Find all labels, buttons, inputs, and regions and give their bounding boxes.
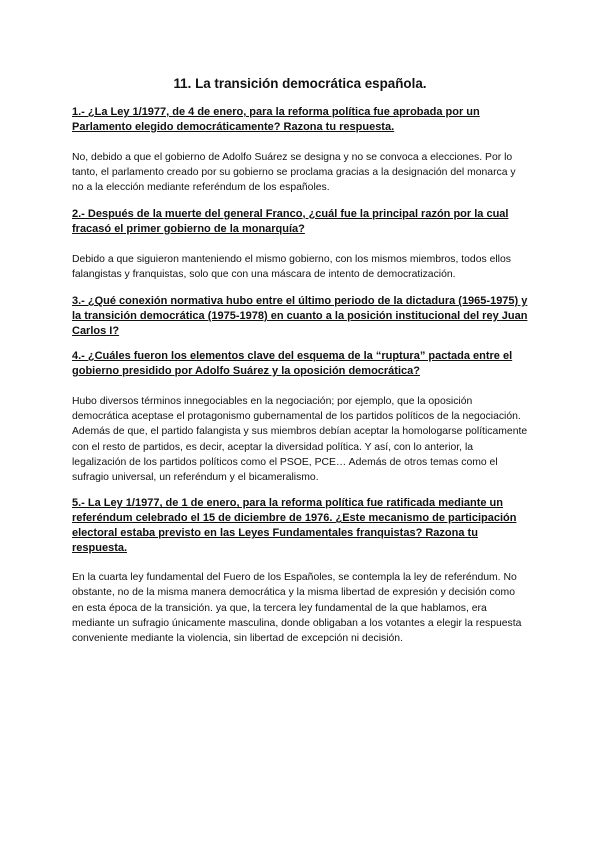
answer-2: Debido a que siguieron manteniendo el mismo gobierno, con los mismos miembros, todos ellos falangistas y franquistas, solo que con una máscara de intento de democratización. xyxy=(72,253,511,280)
page-title: 11. La transición democrática española. xyxy=(173,76,427,91)
question-1: 1.- ¿La Ley 1/1977, de 4 de enero, para la reforma política fue aprobada por un Parlamento elegido democráticamente? Razona tu respuesta. xyxy=(72,106,480,133)
answer-5: En la cuarta ley fundamental del Fuero de los Españoles, se contempla la ley de referéndum. No obstante, no de la misma manera democrática y la misma libertad de expresión y decisión como en esta época de la transición. ya que, la tercera ley fundamental de la que hablamos, era mediante un sufragio únicamente masculina, donde obligaban a los votantes a elegir la respuesta conveniente mediante la violencia, sin libertad de excepción ni decisión. xyxy=(72,572,522,645)
question-3: 3.- ¿Qué conexión normativa hubo entre el último periodo de la dictadura (1965-1975) y la transición democrática (1975-1978) en cuanto a la posición institucional del rey Juan Carlos I? xyxy=(72,295,528,338)
question-2: 2.- Después de la muerte del general Franco, ¿cuál fue la principal razón por la cual fracasó el primer gobierno de la monarquía? xyxy=(72,207,509,235)
question-4: 4.- ¿Cuáles fueron los elementos clave del esquema de la “ruptura” pactada entre el gobierno presidido por Adolfo Suárez y la oposición democrática? xyxy=(72,350,513,378)
answer-1: No, debido a que el gobierno de Adolfo Suárez se designa y no se convoca a elecciones. Por lo tanto, el parlamento creado por su gobierno se proclama gracias a la designación del monarca y no a la elección mediante referéndum de los españoles. xyxy=(72,152,516,194)
question-5: 5.- La Ley 1/1977, de 1 de enero, para la reforma política fue ratificada mediante un referéndum celebrado el 15 de diciembre de 1976. ¿Este mecanismo de participación electoral estaba previsto en las Leyes Fundamentales franquistas? Razona tu respuesta. xyxy=(72,497,517,555)
answer-4: Hubo diversos términos innegociables en la negociación; por ejemplo, que la oposición democrática aceptase el protagonismo gubernamental de los partidos políticos de la negociación. Además de que, el partido falangista y sus miembros debían aceptar la homologarse políticamente con el resto de partidos, es decir, aceptar la diversidad política. Y así, con lo anterior, la legalización de los partidos políticos como el PSOE, PCE… Además de otros temas como el sufragio universal, un referéndum y el bicameralismo. xyxy=(72,396,528,484)
